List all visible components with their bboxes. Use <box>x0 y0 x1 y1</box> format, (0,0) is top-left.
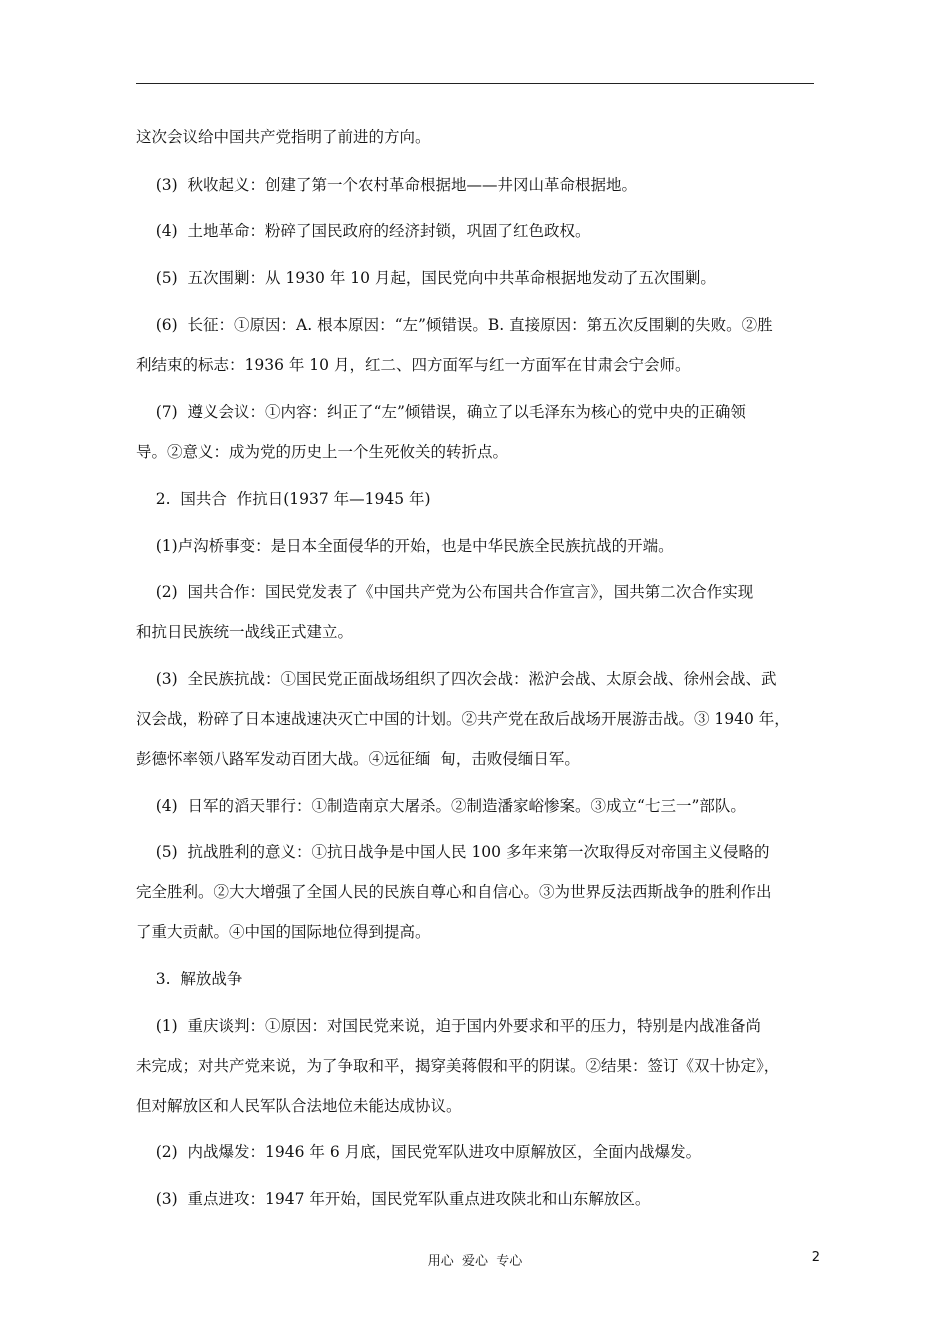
header-rule <box>136 83 814 84</box>
text-line: 未完成；对共产党来说，为了争取和平，揭穿美蒋假和平的阴谋。②结果：签订《双十协定》， <box>136 1057 780 1075</box>
text-line: 汉会战，粉碎了日本速战速决灭亡中国的计划。②共产党在敌后战场开展游击战。③ 1940 年， <box>136 710 790 728</box>
text-line: (5) 五次围剿：从 1930 年 10 月起，国民党向中共革命根据地发动了五次围剿。 <box>136 269 716 287</box>
footer-motto: 用心 爱心 专心 <box>427 1254 523 1269</box>
page-number: 2 <box>811 1250 820 1265</box>
text-line: 完全胜利。②大大增强了全国人民的民族自尊心和自信心。③为世界反法西斯战争的胜利作出 <box>136 883 772 901</box>
section-heading: 3. 解放战争 <box>136 970 243 988</box>
text-line: (3) 全民族抗战：①国民党正面战场组织了四次会战：淞沪会战、太原会战、徐州会战、武 <box>136 670 777 688</box>
text-line: (4) 日军的滔天罪行：①制造南京大屠杀。②制造潘家峪惨案。③成立“七三一”部队。 <box>136 797 746 815</box>
text-line: 但对解放区和人民军队合法地位未能达成协议。 <box>136 1097 462 1115</box>
text-line: 这次会议给中国共产党指明了前进的方向。 <box>136 128 431 146</box>
section-heading: 2. 国共合 作抗日(1937 年—1945 年) <box>136 490 431 508</box>
text-line: (3) 秋收起义：创建了第一个农村革命根据地——井冈山革命根据地。 <box>136 176 638 194</box>
text-line: (6) 长征：①原因：A. 根本原因：“左”倾错误。B. 直接原因：第五次反围剿的失败。②胜 <box>136 316 773 334</box>
text-line: 利结束的标志：1936 年 10 月，红二、四方面军与红一方面军在甘肃会宁会师。 <box>136 356 691 374</box>
text-line: (4) 土地革命：粉碎了国民政府的经济封锁，巩固了红色政权。 <box>136 222 591 240</box>
text-line: (3) 重点进攻：1947 年开始，国民党军队重点进攻陕北和山东解放区。 <box>136 1190 651 1208</box>
text-line: (1) 重庆谈判：①原因：对国民党来说，迫于国内外要求和平的压力，特别是内战准备尚 <box>136 1017 762 1035</box>
text-line: (5) 抗战胜利的意义：①抗日战争是中国人民 100 多年来第一次取得反对帝国主义侵略的 <box>136 843 770 861</box>
text-line: 了重大贡献。④中国的国际地位得到提高。 <box>136 923 431 941</box>
text-line: 导。②意义：成为党的历史上一个生死攸关的转折点。 <box>136 443 509 461</box>
text-line: (2) 国共合作：国民党发表了《中国共产党为公布国共合作宣言》，国共第二次合作实现 <box>136 583 754 601</box>
text-line: 和抗日民族统一战线正式建立。 <box>136 623 354 641</box>
text-line: (1)卢沟桥事变：是日本全面侵华的开始，也是中华民族全民族抗战的开端。 <box>136 537 674 555</box>
text-line: (7) 遵义会议：①内容：纠正了“左”倾错误，确立了以毛泽东为核心的党中央的正确领 <box>136 403 746 421</box>
text-line: 彭德怀率领八路军发动百团大战。④远征缅 甸，击败侵缅日军。 <box>136 750 580 768</box>
text-line: (2) 内战爆发：1946 年 6 月底，国民党军队进攻中原解放区，全面内战爆发。 <box>136 1143 702 1161</box>
